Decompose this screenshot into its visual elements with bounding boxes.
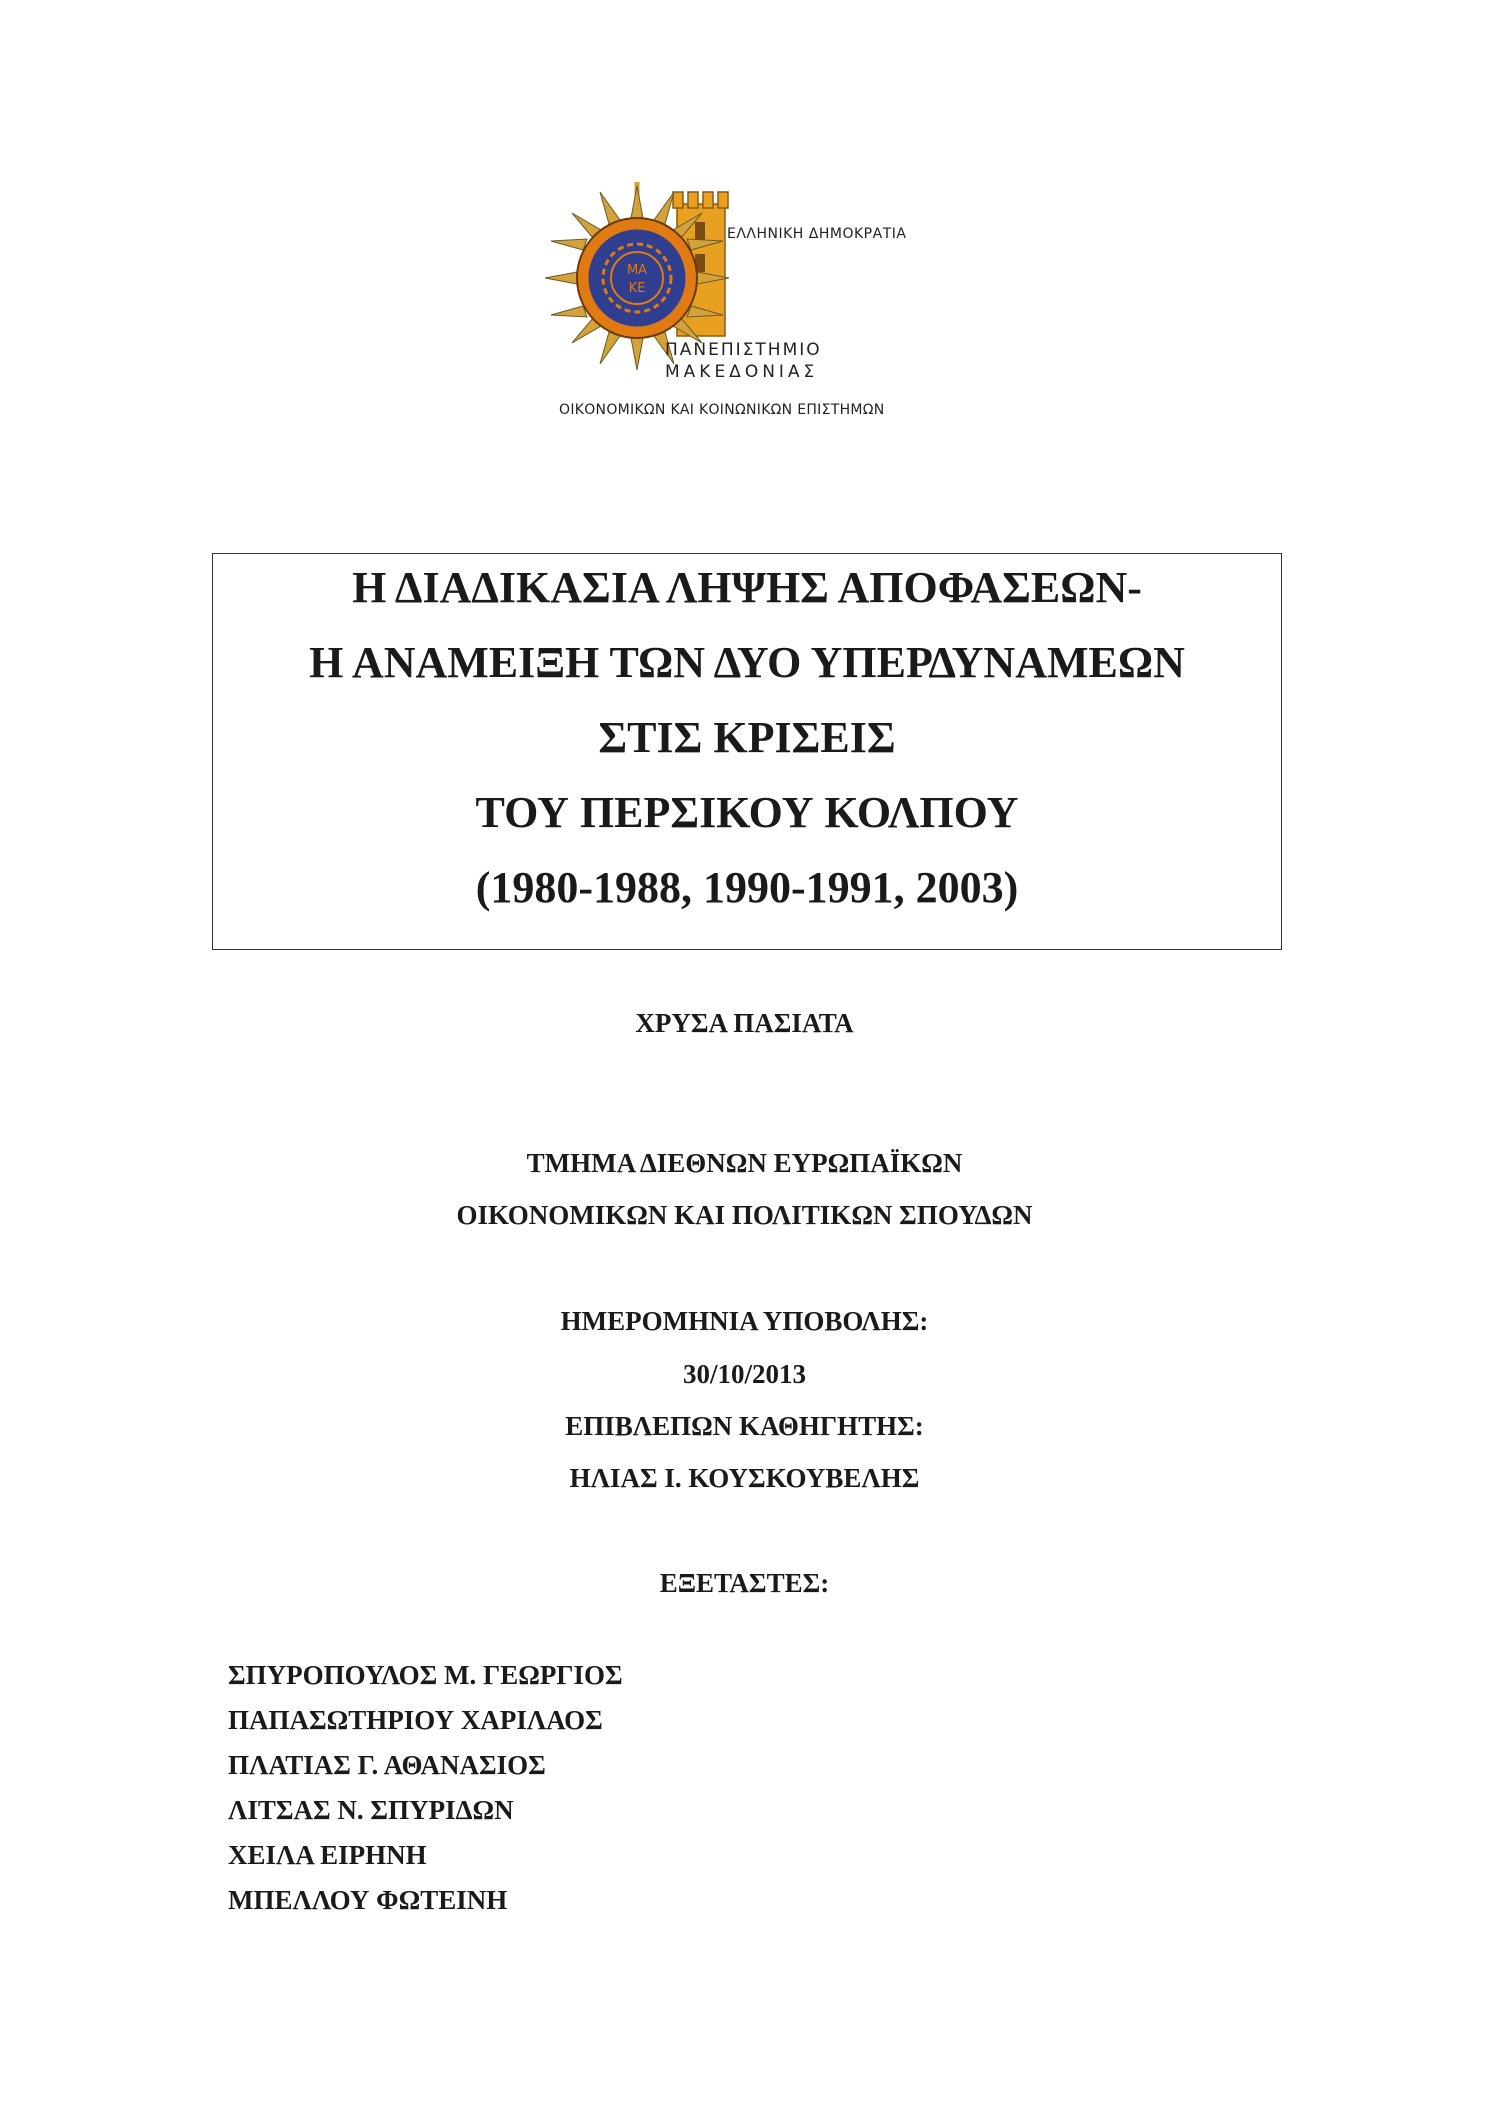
submission-date-label: ΗΜΕΡΟΜΗΝΙΑ ΥΠΟΒΟΛΗΣ:	[560, 1306, 929, 1336]
title-line: (1980-1988, 1990-1991, 2003)	[475, 863, 1019, 912]
examiner-name: ΜΠΕΛΛΟΥ ΦΩΤΕΙΝΗ	[228, 1885, 508, 1915]
thesis-title-box	[212, 553, 1282, 950]
logo-university-name-line1: ΠΑΝΕΠΙΣΤΗΜΙΟ	[665, 340, 822, 360]
logo-faculty-text: ΟΙΚΟΝΟΜΙΚΩΝ ΚΑΙ ΚΟΙΝΩΝΙΚΩΝ ΕΠΙΣΤΗΜΩΝ	[559, 402, 885, 418]
supervisor-label: ΕΠΙΒΛΕΠΩΝ ΚΑΘΗΓΗΤΗΣ:	[565, 1411, 924, 1441]
examiners-label: ΕΞΕΤΑΣΤΕΣ:	[659, 1568, 830, 1598]
title-line: Η ΔΙΑΔΙΚΑΣΙΑ ΛΗΨΗΣ ΑΠΟΦΑΣΕΩΝ-	[352, 563, 1142, 612]
logo-republic-text: ΕΛΛΗΝΙΚΗ ΔΗΜΟΚΡΑΤΙΑ	[727, 226, 907, 242]
sun-emblem-icon	[545, 182, 965, 427]
logo-university-name-line2: ΜΑΚΕΔΟΝΙΑΣ	[665, 362, 819, 382]
supervisor-name: ΗΛΙΑΣ Ι. ΚΟΥΣΚΟΥΒΕΛΗΣ	[569, 1463, 920, 1493]
title-line: ΤΟΥ ΠΕΡΣΙΚΟΥ ΚΟΛΠΟΥ	[475, 788, 1019, 837]
examiner-name: ΛΙΤΣΑΣ Ν. ΣΠΥΡΙΔΩΝ	[228, 1795, 514, 1825]
author-name: ΧΡΥΣΑ ΠΑΣΙΑΤΑ	[635, 1008, 854, 1038]
examiner-name: ΠΛΑΤΙΑΣ Γ. ΑΘΑΝΑΣΙΟΣ	[228, 1750, 546, 1780]
examiner-name: ΣΠΥΡΟΠΟΥΛΟΣ Μ. ΓΕΩΡΓΙΟΣ	[228, 1660, 623, 1690]
svg-text:ΚΕ: ΚΕ	[628, 281, 646, 296]
university-logo	[545, 182, 965, 427]
examiner-name: ΧΕΙΛΑ ΕΙΡΗΝΗ	[228, 1840, 427, 1870]
department-line1: ΤΜΗΜΑ ΔΙΕΘΝΩΝ ΕΥΡΩΠΑΪΚΩΝ	[526, 1148, 963, 1178]
svg-text:ΜΑ: ΜΑ	[626, 263, 648, 278]
title-line: ΣΤΙΣ ΚΡΙΣΕΙΣ	[598, 713, 896, 762]
department-line2: ΟΙΚΟΝΟΜΙΚΩΝ ΚΑΙ ΠΟΛΙΤΙΚΩΝ ΣΠΟΥΔΩΝ	[456, 1200, 1033, 1230]
title-line: Η ΑΝΑΜΕΙΞΗ ΤΩΝ ΔΥΟ ΥΠΕΡΔΥΝΑΜΕΩΝ	[309, 638, 1185, 687]
examiner-name: ΠΑΠΑΣΩΤΗΡΙΟΥ ΧΑΡΙΛΑΟΣ	[228, 1705, 603, 1735]
submission-date: 30/10/2013	[682, 1359, 806, 1389]
